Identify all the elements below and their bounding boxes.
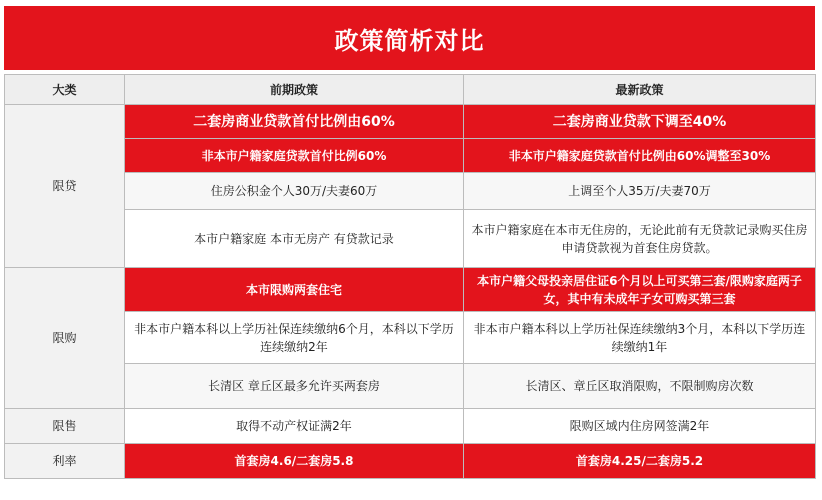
category-cell-rate: 利率 [5,444,125,479]
header-previous: 前期政策 [125,75,464,105]
table-row [5,210,816,268]
previous-cell: 首套房4.6/二套房5.8 [125,444,464,479]
latest-cell: 二套房商业贷款下调至40% [464,105,816,139]
table-row [5,105,816,139]
latest-cell: 限购区域内住房网签满2年 [464,409,816,444]
table-row [5,409,816,444]
latest-cell: 本市户籍父母投亲居住证6个月以上可买第三套/限购家庭两子女，其中有未成年子女可购买第三套 [464,268,816,312]
previous-cell: 非本市户籍本科以上学历社保连续缴纳6个月，本科以下学历连续缴纳2年 [125,312,464,364]
header-latest: 最新政策 [464,75,816,105]
latest-cell: 本市户籍家庭在本市无住房的，无论此前有无贷款记录购买住房申请贷款视为首套住房贷款。 [464,210,816,268]
latest-cell: 首套房4.25/二套房5.2 [464,444,816,479]
previous-cell: 长清区 章丘区最多允许买两套房 [125,364,464,409]
table-row [5,268,816,312]
latest-cell: 非本市户籍本科以上学历社保连续缴纳3个月，本科以下学历连续缴纳1年 [464,312,816,364]
previous-cell: 本市限购两套住宅 [125,268,464,312]
latest-cell: 非本市户籍家庭贷款首付比例由60%调整至30% [464,139,816,173]
previous-cell: 非本市户籍家庭贷款首付比例60% [125,139,464,173]
table-row [5,444,816,479]
previous-cell: 住房公积金个人30万/夫妻60万 [125,173,464,210]
previous-cell: 二套房商业贷款首付比例由60% [125,105,464,139]
previous-cell: 取得不动产权证满2年 [125,409,464,444]
page-title: 政策简析对比 [4,6,815,70]
category-cell-resale: 限售 [5,409,125,444]
table-header-row [5,75,816,105]
table-row [5,139,816,173]
category-cell-purchase: 限购 [5,268,125,409]
policy-table [4,74,816,479]
header-category: 大类 [5,75,125,105]
category-cell-loan: 限贷 [5,105,125,268]
table-row [5,364,816,409]
table-row [5,312,816,364]
table-row [5,173,816,210]
previous-cell: 本市户籍家庭 本市无房产 有贷款记录 [125,210,464,268]
latest-cell: 上调至个人35万/夫妻70万 [464,173,816,210]
latest-cell: 长清区、章丘区取消限购，不限制购房次数 [464,364,816,409]
